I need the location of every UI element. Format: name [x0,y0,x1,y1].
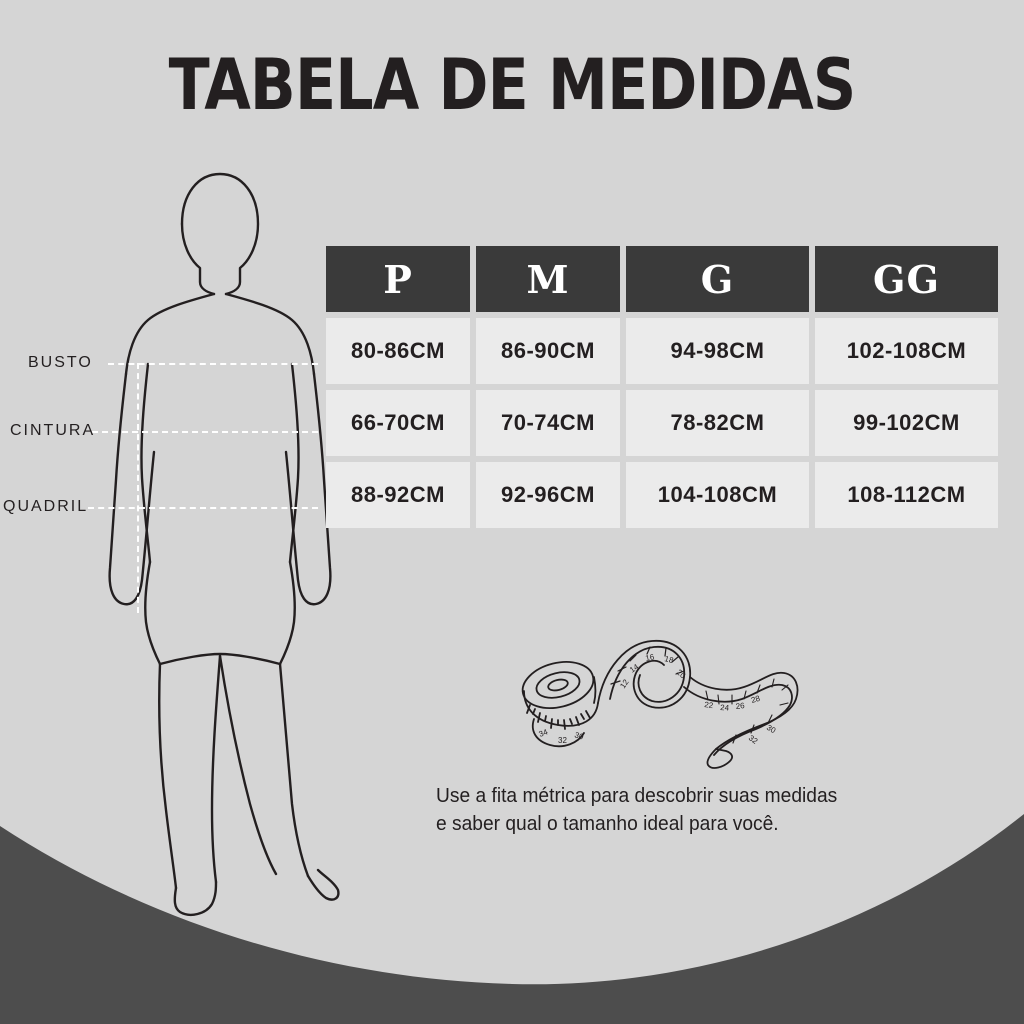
cell-quadril-p: 88-92CM [326,462,470,528]
size-header-gg: GG [815,246,998,312]
measurement-label-quadril: QUADRIL [3,498,89,515]
cell-cintura-p: 66-70CM [326,390,470,456]
table-header-row [326,246,998,312]
guide-line-vertical [137,363,139,613]
page-title: TABELA DE MEDIDAS [168,44,856,126]
measurement-label-cintura: CINTURA [10,422,96,439]
svg-text:34: 34 [537,727,550,739]
cell-quadril-g: 104-108CM [626,462,809,528]
caption-line-2: e saber qual o tamanho ideal para você. [436,813,779,836]
svg-text:30: 30 [573,730,585,742]
cell-quadril-gg: 108-112CM [815,462,998,528]
size-chart-table [320,240,1004,534]
cell-busto-p: 80-86CM [326,318,470,384]
size-header-m: M [476,246,620,312]
table-row [326,318,998,384]
caption-line-1: Use a fita métrica para descobrir suas medidas [436,785,838,807]
svg-text:14: 14 [627,662,641,675]
caption-text [436,782,935,839]
svg-text:30: 30 [765,722,778,736]
svg-text:32: 32 [746,733,760,746]
svg-text:18: 18 [663,654,675,666]
guide-line-cintura [92,431,318,433]
svg-text:16: 16 [644,652,656,663]
size-header-g: G [626,246,809,312]
cell-busto-g: 94-98CM [626,318,809,384]
svg-text:28: 28 [750,693,762,705]
svg-text:12: 12 [618,677,631,691]
cell-busto-m: 86-90CM [476,318,620,384]
svg-text:24: 24 [719,703,730,713]
measurement-label-busto: BUSTO [28,354,93,371]
cell-cintura-m: 70-74CM [476,390,620,456]
cell-cintura-g: 78-82CM [626,390,809,456]
cell-quadril-m: 92-96CM [476,462,620,528]
size-header-p: P [326,246,470,312]
table-row [326,462,998,528]
table-row [326,390,998,456]
cell-cintura-gg: 99-102CM [815,390,998,456]
svg-text:20: 20 [674,667,688,681]
cell-busto-gg: 102-108CM [815,318,998,384]
tape-measure-icon [500,615,830,780]
svg-text:26: 26 [735,701,746,711]
guide-line-busto [108,363,318,365]
svg-text:32: 32 [558,736,567,745]
svg-text:22: 22 [703,700,714,711]
guide-line-quadril [88,507,318,509]
